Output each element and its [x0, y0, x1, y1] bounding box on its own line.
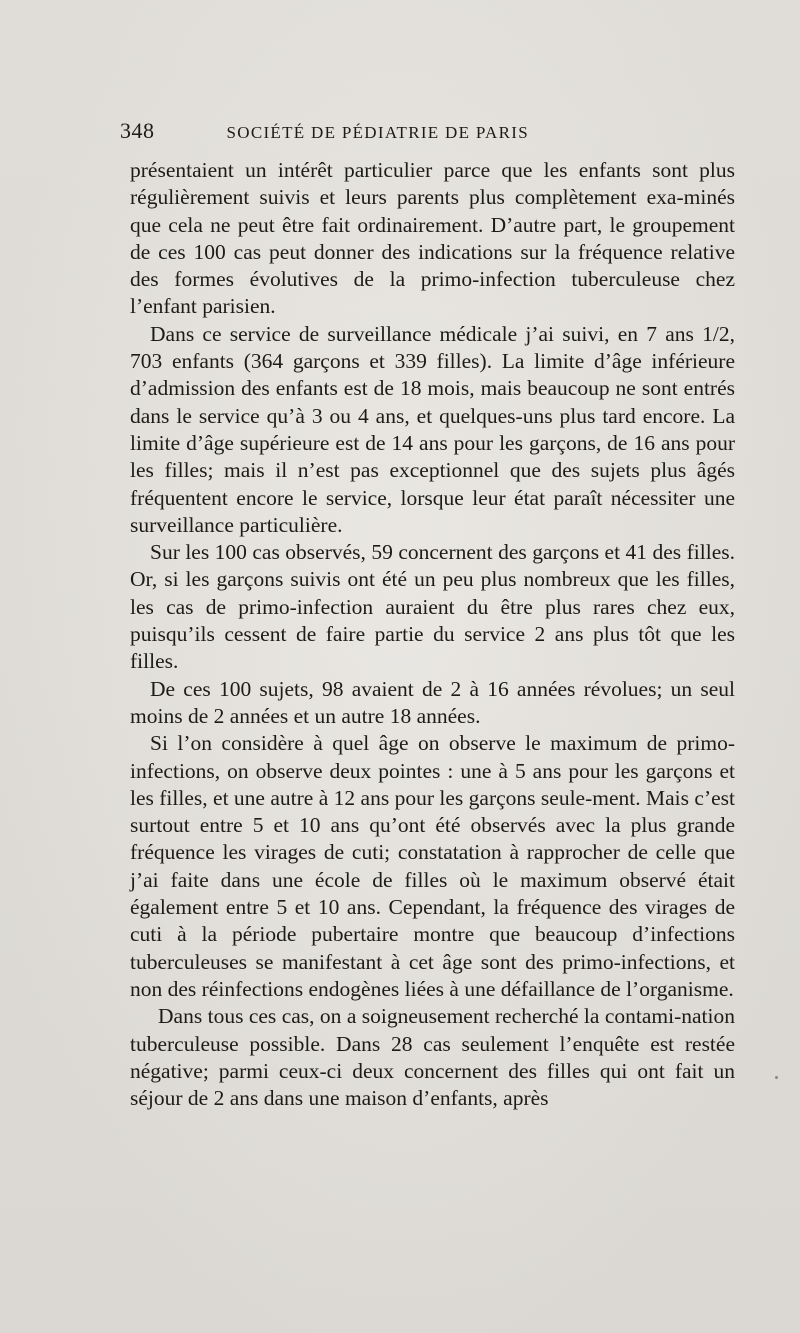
page-number: 348: [120, 118, 155, 143]
paragraph-maximum-primo-infections: Si l’on considère à quel âge on observe le maximum de primo-infections, on observe deux pointes : une à 5 ans pour les garçons et les filles, et une autre à 12 ans pour les garçons seule-ment. Mais c’est surtout entre 5 et 10 ans qu’ont été observés avec la plus grande fréquence les virages de cuti; constatation à rapprocher de celle que j’ai faite dans une école de filles où le maximum observé était également entre 5 et 10 ans. Cependant, la fréquence des virages de cuti à la période pubertaire montre que beaucoup d’infections tuberculeuses se manifestant à cet âge sont des primo-infections, et non des réinfections endogènes liées à une défaillance de l’organisme.: [130, 731, 735, 1001]
paragraph-continuation: présentaient un intérêt particulier parce que les enfants sont plus régulièrement suivis et leurs parents plus complètement exa-minés que cela ne peut être fait ordinairement. D’autre part, le groupement de ces 100 cas peut donner des indications sur la fréquence relative des formes évolutives de la primo-infection tuberculeuse chez l’enfant parisien.: [130, 158, 735, 319]
paragraph-cas-observes: Sur les 100 cas observés, 59 concernent des garçons et 41 des filles. Or, si les garçons suivis ont été un peu plus nombreux que les filles, les cas de primo-infection auraient du être plus rares chez eux, puisqu’ils cessent de faire partie du service 2 ans plus tôt que les filles.: [130, 540, 735, 674]
running-title: SOCIÉTÉ DE PÉDIATRIE DE PARIS: [226, 123, 529, 142]
paragraph-ages-sujets: De ces 100 sujets, 98 avaient de 2 à 16 années révolues; un seul moins de 2 années et un autre 18 années.: [130, 676, 735, 728]
paragraph-contamination: Dans tous ces cas, on a soigneusement recherché la contami-nation tuberculeuse possible. Dans 28 cas seulement l’enquête est restée négative; parmi ceux-ci deux concernent des filles qui ont fait un séjour de 2 ans dans une maison d’enfants, après: [130, 1004, 735, 1111]
body-text: [130, 157, 735, 1112]
paragraph-service-surveillance: Dans ce service de surveillance médicale j’ai suivi, en 7 ans 1/2, 703 enfants (364 garçons et 339 filles). La limite d’âge inférieure d’admission des enfants est de 18 mois, mais beaucoup ne sont entrés dans le service qu’à 3 ou 4 ans, et quelques-uns plus tard encore. La limite d’âge supérieure est de 14 ans pour les garçons, de 16 ans pour les filles; mais il n’est pas exceptionnel que des sujets plus âgés fréquentent encore le service, lorsque leur état paraît nécessiter une surveillance particulière.: [130, 321, 735, 537]
paper-speck: [775, 1076, 778, 1079]
page-header: [120, 118, 740, 148]
